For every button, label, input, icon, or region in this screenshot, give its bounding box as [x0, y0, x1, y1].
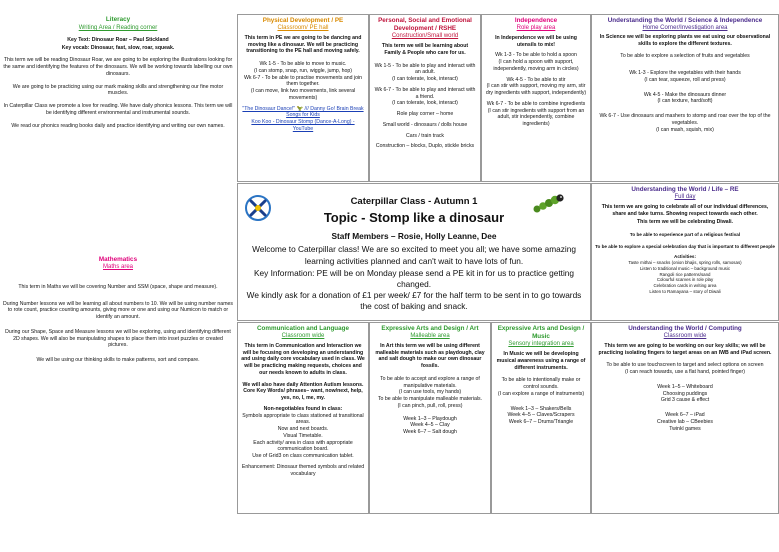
- literacy-key-vocab: Key vocab: Dinosaur, fast, slow, roar, squeak.: [61, 44, 175, 51]
- computing-week: Choosing puddings: [662, 390, 708, 397]
- re-activity: Taste mithai – snacks (onion bhajis, spring rolls, samosas): [628, 260, 742, 266]
- pshe-week-detail: (I can tolerate, look, interact): [392, 100, 458, 107]
- welcome-text: Welcome to Caterpillar class! We are so excited to meet you all; we have some amazing learning activities planned and can't wait to have lots of fun.: [252, 244, 576, 266]
- pshe-intro: This term we will be learning about Family & People who care for us.: [381, 43, 469, 56]
- art-week: Week 4–5 – Clay: [410, 422, 450, 429]
- music-week: Week 1–3 – Shakers/Bells: [510, 405, 572, 412]
- pshe-area: Construction/Small world: [391, 33, 459, 40]
- literacy-area: Writing Area / Reading corner: [78, 25, 158, 32]
- science-intro: In Science we will be exploring plants we eat using our observational skills to explore the different textures.: [599, 33, 771, 47]
- art-week: Week 6–7 – Salt dough: [403, 429, 457, 436]
- communication-nonneg-item: Each activity/ area in class with appropriate communication board.: [253, 439, 353, 453]
- re-activity: Celebration cards in writing area: [653, 283, 717, 288]
- pe-title: Physical Development / PE: [262, 17, 344, 24]
- art-intro: In Art this term we will be using different malleable materials such as playdough, clay and salt dough to make our own dinosaur fossils.: [375, 342, 485, 370]
- communication-intro: This term in Communication and Interaction we will be focusing on developing an understanding and using daily core vocabulary used in class. We will be practicing making requests, choices and our needs known to adults in class.: [241, 342, 365, 376]
- literacy-para: We read our phonics reading books daily and practice identifying and writing our own names.: [11, 122, 225, 129]
- pshe-week: Wk 6-7 - To be able to play and interact with a friend.: [374, 86, 476, 100]
- pshe-item: Construction – blocks, Duplo, stickle bricks: [375, 143, 475, 150]
- art-line: To be able to manipulate malleable materials.: [377, 396, 483, 403]
- computing-area: Classroom wide: [663, 333, 707, 340]
- computing-week: Grid 3 cause & effect: [660, 397, 710, 404]
- art-line: To be able to accept and explore a range of manipulative materials.: [380, 375, 480, 389]
- computing-line-detail: (I can reach towards, use a flat hand, pointed finger): [625, 369, 745, 376]
- computing-title: Understanding the World / Computing: [628, 325, 742, 332]
- art-line-detail: (I can pinch, pull, roll, press): [397, 402, 463, 409]
- maths-para: During our Shape, Space and Measure lessons we will be exploring, using and identifying different 2D shapes. We will also be manipulating shapes to place them into inset puzzles or created pictures.: [5, 328, 231, 349]
- science-week: Wk 1-3 - Explore the vegetables with their hands: [629, 70, 741, 77]
- pe-week: Wk 6-7 - To be able to practise movements and join them together.: [243, 74, 363, 88]
- science-title: Understanding the World / Science & Independence: [607, 17, 763, 24]
- pshe-panel: [369, 14, 481, 182]
- computing-week: Week 6–7 – iPad: [665, 412, 705, 419]
- topic-title: Topic - Stomp like a dinosaur: [323, 210, 505, 226]
- pe-video-link[interactable]: Koo Koo - Dinosaur Stomp (Dance-A-Long) - YouTube: [251, 119, 355, 132]
- communication-nonneg-item: Visual Timetable.: [283, 432, 323, 439]
- literacy-para: We are going to be practicing using our mark making skills and strengthening our fine motor muscles.: [12, 83, 224, 97]
- literacy-panel: [0, 14, 236, 229]
- communication-attention: We will also have daily Attention Autism lessons.: [242, 381, 364, 388]
- pe-video-link[interactable]: "The Dinosaur Dance!" 🦖 /// Danny Go! Brain Break Songs for Kids: [242, 105, 364, 119]
- pe-week-detail: (I can stomp, snap, run, wiggle, jump, hop): [253, 67, 353, 74]
- music-week: Week 6–7 – Drums/Triangle: [508, 419, 574, 426]
- staff-members: Staff Members – Rosie, Holly Leanne, Dee: [331, 231, 497, 242]
- pshe-item: Role play corner – home: [396, 111, 454, 118]
- literacy-title: Literacy: [105, 16, 131, 23]
- re-activity: Listen to traditional music – background music: [639, 265, 731, 271]
- maths-para: We will be using our thinking skills to make patterns, sort and compare.: [36, 357, 200, 364]
- communication-title: Communication and Language: [256, 325, 349, 332]
- independence-week-detail: (I can hold a spoon with support, independently, moving arm in circles): [493, 59, 579, 72]
- independence-week: Wk 4-5 - To be able to stir: [506, 76, 566, 83]
- computing-week: Twinkl games: [669, 425, 701, 432]
- maths-para: During Number lessons we will be learning all about numbers to 10. We will be using number names to rote count, practice counting amounts, giving more or one and using our Numicon to match or identify an amount.: [3, 300, 233, 321]
- music-panel: [491, 322, 591, 514]
- pshe-week-detail: (I can tolerate, look, interact): [392, 76, 458, 83]
- music-line: To be able to intentionally make or control sounds.: [501, 377, 581, 391]
- pshe-week: Wk 1-5 - To be able to play and interact with an adult.: [374, 62, 476, 76]
- music-week: Week 4–5 – Claves/Scrapers: [507, 412, 575, 419]
- science-panel: [591, 14, 779, 182]
- science-area: Home Corner/Investigation area: [642, 25, 728, 32]
- pshe-item: Small world - dinosaurs / dolls house: [382, 121, 468, 128]
- re-activity: Rangoli rice patterns/sand: [659, 271, 711, 277]
- computing-week: Creative lab – CBeebies: [657, 418, 713, 425]
- computing-intro: This term we are going to be working on our key skills; we will be practicing isolating fingers to target areas on an IWB and iPad screen.: [598, 342, 772, 356]
- pe-panel: [237, 14, 369, 182]
- pe-area: Classroom/ PE hall: [277, 25, 329, 32]
- class-title: Caterpillar Class - Autumn 1: [350, 196, 478, 207]
- re-activity: Colourful scarves in role play: [656, 277, 714, 283]
- independence-week-detail: (I can stir with support, moving my arm, stir dry ingredients with support, independently): [485, 83, 587, 97]
- communication-nonneg-item: Use of Grid3 on class communication tablet.: [252, 453, 354, 460]
- independence-panel: [481, 14, 591, 182]
- literacy-key-text: Key Text: Dinosaur Roar – Paul Stickland: [67, 36, 169, 43]
- music-line-detail: (I can explore a range of instruments): [497, 390, 585, 397]
- independence-title: Independence: [514, 17, 558, 24]
- caterpillar-icon: [532, 192, 564, 214]
- re-experience: To be able to experience part of a religious festival: [629, 232, 741, 238]
- re-intro: This term we are going to celebrate all of our individual differences, share and take turns. Showing respect towards each other.: [601, 203, 769, 217]
- computing-line: To be able to use touchscreen to target and select options on screen: [606, 362, 764, 369]
- communication-core-words: Core Key Words/ phrases– want, now/next, help, yes, no, I, me, my.: [243, 388, 363, 402]
- key-information: Key Information: PE will be on Monday please send a PE kit in for us to practice getting changed.: [253, 267, 575, 289]
- independence-week: Wk 6-7 - To be able to combine ingredients: [486, 100, 586, 107]
- re-area: Full day: [674, 194, 696, 201]
- science-week-detail: (I can tear, squeeze, roll and press): [644, 76, 726, 83]
- communication-nonneg-item: Now and next boards.: [277, 426, 329, 433]
- re-panel: [591, 183, 779, 321]
- maths-title: Mathematics: [98, 256, 138, 263]
- science-week: Wk 6-7 - Use dinosaurs and mashers to stomp and roar over the top of the vegetables.: [599, 113, 771, 126]
- school-logo: [244, 194, 272, 222]
- re-special: To be able to explore a special celebration day that is important to different people: [595, 244, 775, 250]
- science-week: Wk 4-5 - Make the dinosaurs dinner: [643, 91, 727, 98]
- music-intro: In Music we will be developing musical awareness using a range of different instruments.: [496, 351, 586, 371]
- art-line-detail: (I can use tools, my hands): [398, 389, 462, 396]
- music-area: Sensory integration area: [508, 341, 574, 348]
- maths-para: This term in Maths we will be covering Number and SSM (space, shape and measure).: [18, 283, 218, 290]
- pe-intro: This term in PE we are going to be dancing and moving like a dinosaur. We will be practicing transitioning to the PE hall and moving safely.: [244, 34, 362, 55]
- communication-area: Classroom wide: [281, 333, 325, 340]
- independence-intro: In Independence we will be using utensils to mix!: [495, 34, 577, 48]
- caterpillar-image: [532, 192, 564, 214]
- re-title: Understanding the World / Life – RE: [631, 186, 739, 193]
- communication-enhancement: Enhancement: Dinosaur themed symbols and related vocabulary: [241, 463, 365, 477]
- literacy-para: In Caterpillar Class we promote a love for reading. We have daily phonics lessons. This term we will be identifying different environmental and instrumental sounds.: [3, 103, 233, 116]
- art-area: Malleable area: [410, 333, 450, 340]
- re-activity: Listen to Ramayana – story of Diwali: [649, 288, 721, 294]
- science-week-detail: (I can mash, squish, mix): [656, 126, 714, 133]
- science-week-detail: (I can texture, hard/soft): [657, 98, 713, 105]
- literacy-para: This term we will be reading Dinosaur Roar, we are going to be exploring the illustrations looking for the same and identifying the features of the dinosaurs. We will be working towards labelling our own dinosaurs.: [3, 57, 233, 77]
- art-title: Expressive Arts and Design / Art: [381, 325, 479, 332]
- maths-panel: [0, 254, 236, 454]
- independence-area: Role play area: [516, 25, 556, 32]
- donation-text: We kindly ask for a donation of £1 per week/ £7 for the half term to be sent in to go towards the cost of baking and snack.: [246, 290, 582, 312]
- art-panel: [369, 322, 491, 514]
- re-line: This term we will be celebrating Diwali.: [637, 219, 733, 226]
- maths-area: Maths area: [102, 264, 133, 271]
- art-week: Week 1–3 – Playdough: [403, 415, 457, 422]
- independence-week-detail: (I can stir ingredients with support from an adult, stir independently, combine ingredients): [487, 107, 585, 128]
- re-activities-label: Activities:: [674, 254, 696, 260]
- pe-week: Wk 1-5 - To be able to move to music.: [259, 61, 347, 68]
- school-logo-icon: [244, 194, 272, 222]
- pshe-item: Cars / train track: [405, 132, 445, 139]
- center-panel: [237, 183, 591, 321]
- computing-panel: [591, 322, 779, 514]
- music-title: Expressive Arts and Design / Music: [497, 325, 585, 341]
- pe-week-detail: (I can move, link two movements, link several movements): [250, 88, 356, 101]
- communication-nonneg-label: Non-negotiables found in class:: [263, 405, 343, 412]
- communication-panel: [237, 322, 369, 514]
- pshe-title: Personal, Social and Emotional Development / RSHE: [378, 17, 472, 33]
- science-line: To be able to explore a selection of fruits and vegetables: [620, 53, 750, 60]
- communication-nonneg-item: Symbols appropriate to class stationed at transitional areas.: [242, 412, 364, 426]
- computing-week: Week 1–5 – Whiteboard: [657, 383, 713, 390]
- independence-week: Wk 1-3 - To be able to hold a spoon: [495, 52, 577, 59]
